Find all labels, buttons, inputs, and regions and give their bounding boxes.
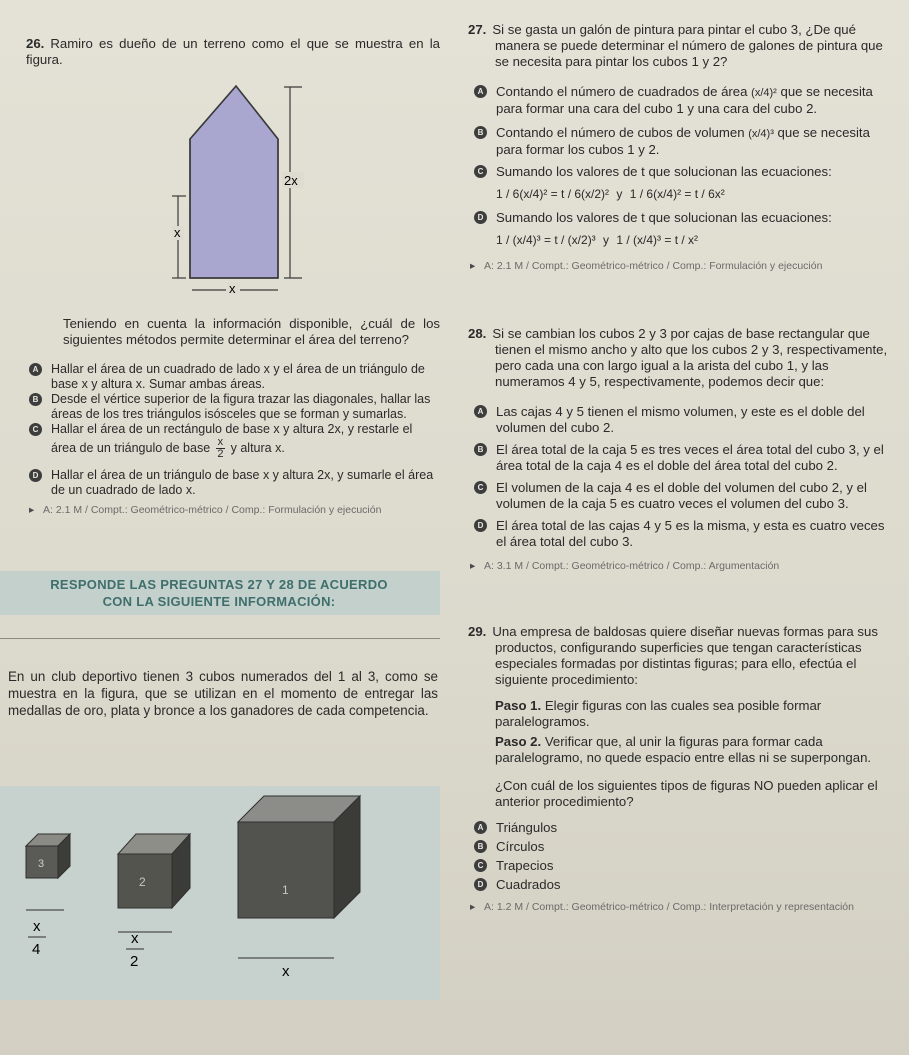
q29-number: 29. (468, 624, 487, 639)
q29-intro (468, 624, 892, 688)
q26-question-block (32, 316, 440, 518)
fraction-x-over-2: $\frac{x}{2}$ (217, 436, 224, 460)
cube-2 (118, 834, 190, 908)
q28-option-c[interactable]: C El volumen de la caja 4 es el doble del volumen del cubo 2, y el volumen de la caja 5 es cuatro veces el volumen del cubo 3. (472, 480, 892, 512)
option-d-bullet: D (474, 878, 487, 891)
q26-reference: ▸ A: 2.1 M / Compt.: Geométrico-métrico / Comp.: Formulación y ejecución (27, 502, 440, 518)
q26-option-d[interactable] (27, 468, 440, 498)
option-a-bullet: A (474, 821, 487, 834)
q28-option-b[interactable]: B El área total de la caja 5 es tres veces el área total del cubo 3, y el área total de la caja 4 es el doble del área total del cubo 2. (472, 442, 892, 474)
q26-intro (26, 36, 440, 68)
q27c-equation-2: 1 / 6(x/4)² = t / 6x² (629, 187, 725, 201)
q29-option-b[interactable]: B Círculos (472, 839, 892, 855)
expr-x4-cubed: (x/4)³ (748, 128, 774, 140)
info-box-header (0, 571, 440, 615)
cube-1 (238, 796, 360, 918)
q27-reference: ▸ A: 2.1 M / Compt.: Geométrico-métrico / Comp.: Formulación y ejecución (468, 258, 892, 274)
info-box-title-1: RESPONDE LAS PREGUNTAS 27 Y 28 DE ACUERDO (50, 577, 388, 592)
label-x-side: x (174, 225, 181, 240)
svg-text:1: 1 (282, 883, 289, 897)
question-26 (26, 36, 440, 68)
option-b-bullet: B (474, 840, 487, 853)
q26-figure (160, 84, 310, 294)
q29-step-2: Paso 2. Verificar que, al unir la figuras para formar cada paralelogramo, no quede espacio entre ellas ni se superpongan. (495, 734, 872, 765)
q27-option-d[interactable]: D Sumando los valores de t que solucionan las ecuaciones: 1 / (x/4)³ = t / (x/2)³ y 1 / (x/4)³ = t / x² (472, 210, 892, 248)
q28-text: Si se cambian los cubos 2 y 3 por cajas de base rectangular que tienen el mismo ancho y alto que los cubos 2 y 3, respectivamente, pero cada una con largo igual a la arista del cubo 1, y las numeramos 4 y 5, respectivamente, podemos decir que: (492, 326, 888, 389)
q29-reference: ▸ A: 1.2 M / Compt.: Geométrico-métrico / Comp.: Interpretación y representación (468, 899, 892, 915)
svg-text:x: x (282, 963, 290, 980)
cube-3 (26, 834, 70, 878)
q29-question: ¿Con cuál de los siguientes tipos de figuras NO pueden aplicar el anterior procedimiento? (495, 778, 878, 809)
option-b-bullet: B (29, 393, 42, 406)
q26-text: Ramiro es dueño de un terreno como el que se muestra en la figura. (26, 36, 440, 67)
svg-text:2: 2 (139, 875, 146, 889)
svg-text:4: 4 (32, 941, 41, 958)
q28-option-d[interactable]: D El área total de las cajas 4 y 5 es la misma, y esta es cuatro veces el área total del cubo 3. (472, 518, 892, 550)
cubes-figure (20, 786, 440, 1000)
q26-option-a-text: Hallar el área de un cuadrado de lado x y el área de un triángulo de base x y altura x. Sumar ambas áreas. (51, 362, 425, 391)
divider (0, 638, 440, 639)
q27-text: Si se gasta un galón de pintura para pintar el cubo 3, ¿De qué manera se puede determinar el número de galones de pintura que se necesita para pintar los cubos 1 y 2? (492, 22, 883, 69)
q28-option-a[interactable]: A Las cajas 4 y 5 tienen el mismo volumen, y este es el doble del volumen del cubo 2. (472, 404, 892, 436)
q26-option-c[interactable] (27, 422, 440, 460)
q26-option-b[interactable] (27, 392, 440, 422)
svg-text:x: x (33, 918, 41, 935)
q27c-equation-1: 1 / 6(x/4)² = t / 6(x/2)² (496, 187, 610, 201)
q27-option-c[interactable]: C Sumando los valores de t que solucionan las ecuaciones: 1 / 6(x/4)² = t / 6(x/2)² y 1 / 6(x/4)² = t / 6x² (472, 164, 892, 202)
q26-option-c-text-a: Hallar el área de un rectángulo de base x y altura 2x, y restarle el área de un triángulo de base (51, 422, 413, 455)
option-d-bullet: D (474, 519, 487, 532)
q28-reference: ▸ A: 3.1 M / Compt.: Geométrico-métrico / Comp.: Argumentación (468, 558, 892, 574)
q29-option-c[interactable]: C Trapecios (472, 858, 892, 874)
q27d-equation-1: 1 / (x/4)³ = t / (x/2)³ (496, 233, 596, 247)
q27-option-b[interactable]: B Contando el número de cubos de volumen (x/4)³ que se necesita para formar los cubos 1 y 2. (472, 125, 892, 158)
label-2x: 2x (284, 173, 298, 188)
question-27 (468, 22, 892, 274)
terrain-shape (190, 86, 278, 278)
q26-option-b-text: Desde el vértice superior de la figura trazar las diagonales, hallar las áreas de los tres triángulos isósceles que se forman y sumarlas. (51, 392, 431, 421)
option-c-bullet: C (29, 423, 42, 436)
q29-step-1: Paso 1. Elegir figuras con las cuales sea posible formar paralelogramos. (495, 698, 822, 729)
q26-option-c-text-b: y altura x. (230, 440, 285, 455)
q26-question: Teniendo en cuenta la información disponible, ¿cuál de los siguientes métodos permite determinar el área del terreno? (63, 316, 440, 347)
option-c-bullet: C (474, 165, 487, 178)
q26-option-d-text: Hallar el área de un triángulo de base x y altura 2x, y sumarle el área de un cuadrado de lado x. (51, 468, 434, 497)
info-box-text: En un club deportivo tienen 3 cubos numerados del 1 al 3, como se muestra en la figura, que se utilizan en el momento de entregar las medallas de oro, plata y bronce a los ganadores de cada competencia. (8, 669, 438, 718)
q27-intro (468, 22, 892, 70)
q29-text: Una empresa de baldosas quiere diseñar nuevas formas para sus productos, configurando superficies que tengan características especiales formadas por distintas figuras; para ello, efectúa el siguiente procedimiento: (492, 624, 878, 687)
svg-text:3: 3 (38, 858, 45, 870)
info-box-title-2: CON LA SIGUIENTE INFORMACIÓN: (102, 594, 336, 609)
q27-number: 27. (468, 22, 487, 37)
expr-x4-squared: (x/4)² (751, 87, 777, 99)
q26-number: 26. (26, 36, 45, 51)
option-d-bullet: D (29, 469, 42, 482)
option-c-bullet: C (474, 481, 487, 494)
q28-intro (468, 326, 892, 390)
option-a-bullet: A (474, 85, 487, 98)
option-a-bullet: A (474, 405, 487, 418)
q27-option-a[interactable]: A Contando el número de cuadrados de área (x/4)² que se necesita para formar una cara del cubo 1 y una cara del cubo 2. (472, 84, 892, 117)
q28-number: 28. (468, 326, 487, 341)
q27d-equation-2: 1 / (x/4)³ = t / x² (616, 233, 699, 247)
option-b-bullet: B (474, 443, 487, 456)
svg-text:x: x (131, 930, 139, 947)
question-29 (468, 624, 892, 915)
svg-text:2: 2 (130, 953, 139, 970)
option-a-bullet: A (29, 363, 42, 376)
q29-option-a[interactable]: A Triángulos (472, 820, 892, 836)
option-d-bullet: D (474, 211, 487, 224)
label-x-bottom: x (229, 281, 236, 294)
q26-option-a[interactable] (27, 362, 440, 392)
question-28 (468, 326, 892, 574)
q29-option-d[interactable]: D Cuadrados (472, 877, 892, 893)
option-c-bullet: C (474, 859, 487, 872)
option-b-bullet: B (474, 126, 487, 139)
